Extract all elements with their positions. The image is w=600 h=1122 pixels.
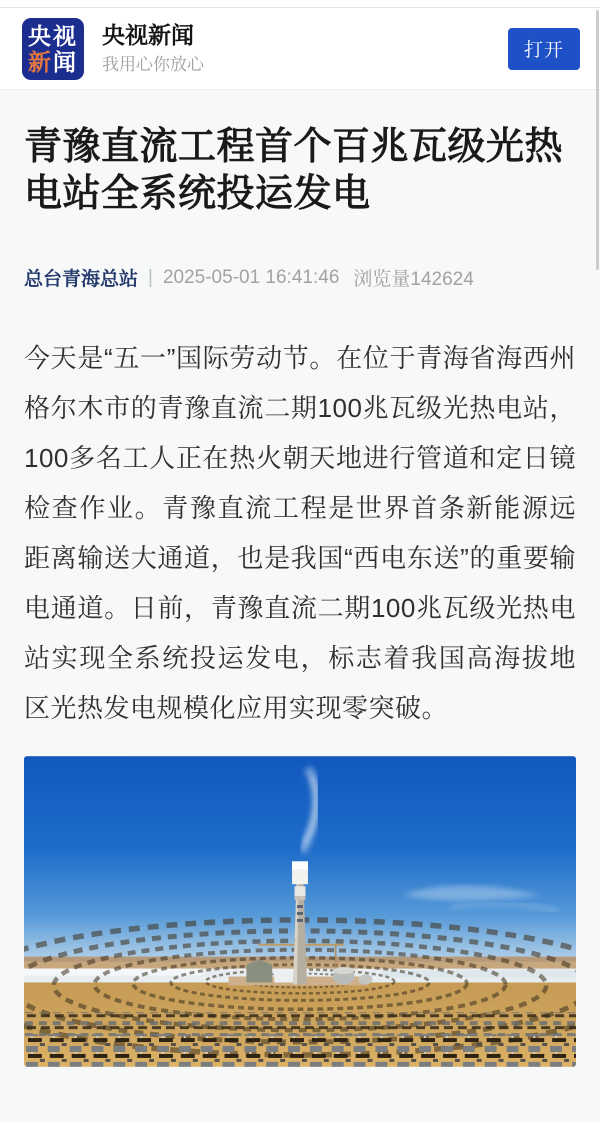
cctv-news-logo[interactable] <box>22 18 84 80</box>
app-slogan: 我用心你放心 <box>102 55 204 74</box>
logo-line2 <box>28 49 78 75</box>
article-photo[interactable] <box>24 755 576 1068</box>
solar-plant-photo-illustration <box>24 755 576 1068</box>
logo-rest-char: 闻 <box>53 48 78 75</box>
byline-separator: | <box>148 266 153 288</box>
article-body-paragraph: 今天是“五一”国际劳动节。在位于青海省海西州格尔木市的青豫直流二期100兆瓦级光热电站，100多名工人正在热火朝天地进行管道和定日镜检查作业。青豫直流工程是世界首条新能源远距离输送大通道，也是我国“西电东送”的重要输电通道。日前，青豫直流二期100兆瓦级光热电站实现全系统投运发电，标志着我国高海拔地区光热发电规模化应用实现零突破。 <box>24 343 576 723</box>
article-source[interactable]: 总台青海总站 <box>24 269 139 290</box>
logo-line1: 央视 <box>28 22 78 49</box>
article-page <box>0 124 600 1068</box>
app-meta <box>102 20 508 77</box>
app-name: 央视新闻 <box>102 22 194 48</box>
open-app-button[interactable]: 打开 <box>508 28 580 70</box>
article-datetime: 2025-05-01 16:41:46 <box>162 266 340 288</box>
article-title: 青豫直流工程首个百兆瓦级光热电站全系统投运发电 <box>24 126 564 215</box>
scrollbar[interactable] <box>596 10 599 270</box>
logo-accent-char: 新 <box>28 48 53 75</box>
article-byline <box>24 264 576 291</box>
app-banner <box>0 8 600 90</box>
article-view-count: 浏览量142624 <box>353 269 474 290</box>
browser-toolbar-edge <box>0 0 600 8</box>
